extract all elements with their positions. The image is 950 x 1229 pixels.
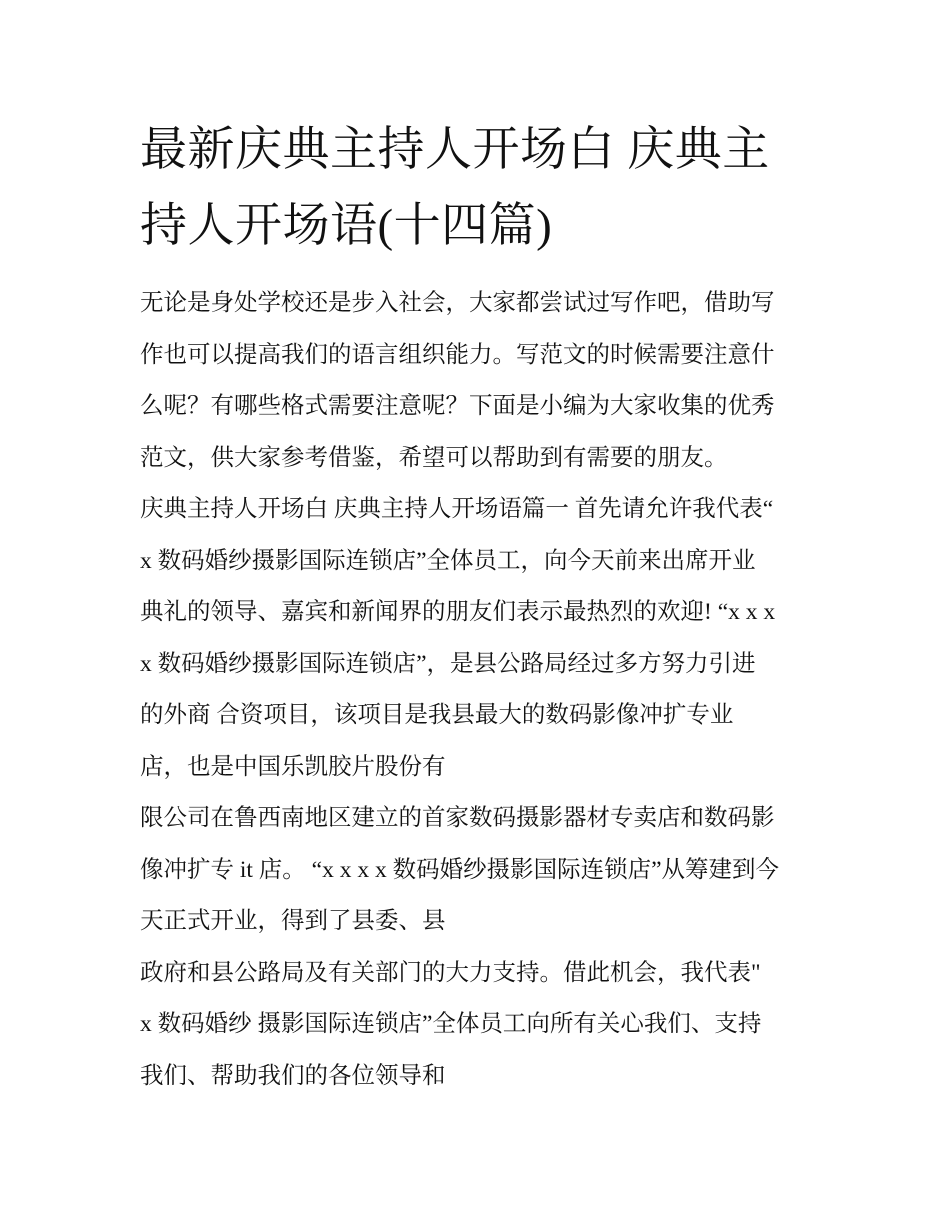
body-line: x 数码婚纱 摄影国际连锁店”全体员工向所有关心我们、支持 (140, 1011, 762, 1037)
body-line: 范文，供大家参考借鉴，希望可以帮助到有需要的朋友。 (140, 444, 728, 471)
body-line: 的外商 合资项目，该项目是我县最大的数码影像冲扩专业 (140, 702, 734, 728)
document-title (140, 112, 820, 264)
body-line: x 数码婚纱摄影国际连锁店”全体员工，向今天前来出席开业 (140, 547, 756, 574)
body-line: 政府和县公路局及有关部门的大力支持。借此机会，我代表" (140, 959, 761, 986)
body-line: 店，也是中国乐凯胶片股份有 (140, 753, 446, 780)
body-line: 像冲扩专 it 店。 “x x x x 数码婚纱摄影国际连锁店”从筹建到今 (140, 856, 780, 883)
body-line: 作也可以提高我们的语言组织能力。写范文的时候需要注意什 (140, 341, 775, 368)
title-line-2: 持人开场语(十四篇) (140, 200, 553, 252)
document-body (140, 278, 820, 1102)
body-line: 庆典主持人开场白 庆典主持人开场语篇一 首先请允许我代表“ (140, 496, 774, 522)
body-line: 限公司在鲁西南地区建立的首家数码摄影器材专卖店和数码影 (140, 805, 775, 831)
body-line: x 数码婚纱摄影国际连锁店”，是县公路局经过多方努力引进 (140, 650, 756, 677)
body-line: 么呢？有哪些格式需要注意呢？下面是小编为大家收集的优秀 (140, 393, 775, 419)
body-line: 无论是身处学校还是步入社会，大家都尝试过写作吧，借助写 (140, 290, 775, 316)
body-line: 典礼的领导、嘉宾和新闻界的朋友们表示最热烈的欢迎! “x x x (140, 599, 776, 625)
body-line: 我们、帮助我们的各位领导和 (140, 1062, 446, 1089)
body-line: 天正式开业，得到了县委、县 (140, 908, 446, 934)
title-line-1: 最新庆典主持人开场白 庆典主 (140, 124, 770, 176)
